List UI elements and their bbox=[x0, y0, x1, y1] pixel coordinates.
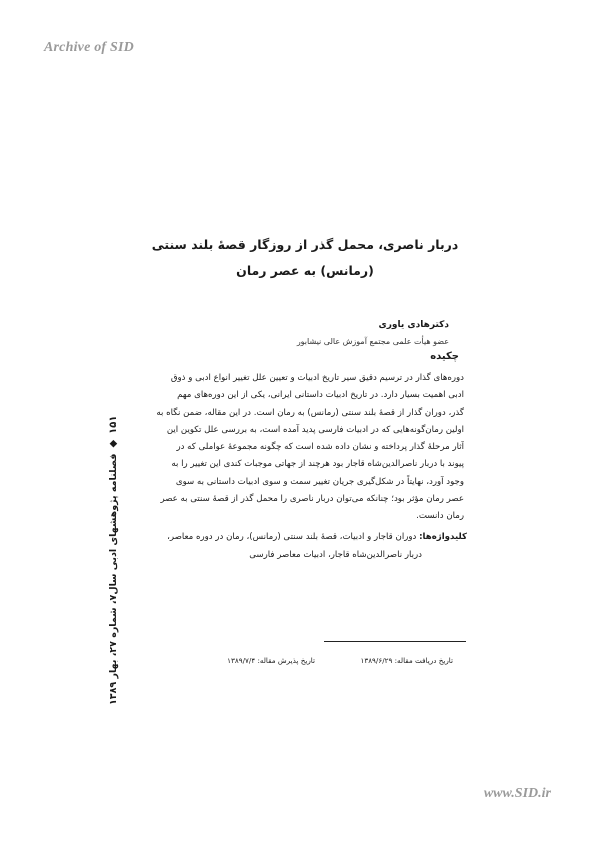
abstract-line: اولین رمان‌گونه‌هایی که در ادبیات فارسی پدید آمده است، به بررسی علل تکوین این bbox=[166, 424, 464, 435]
side-running-head bbox=[108, 416, 119, 705]
keywords-line-1 bbox=[134, 528, 467, 546]
keywords-text-1: دوران قاجار و ادبیات، قصهٔ بلند سنتی (رمانس)، رمان در دوره معاصر، bbox=[167, 532, 417, 542]
keywords-line-2: دربار ناصرالدین‌شاه قاجار، ادبیات معاصر فارسی bbox=[249, 550, 422, 560]
abstract-line: ادبی اهمیت بسیار دارد. در تاریخ ادبیات داستانی ایرانی، یکی از این دوره‌های مهم bbox=[177, 390, 464, 401]
abstract-body bbox=[134, 370, 464, 526]
abstract-line: پیوند با دربار ناصرالدین‌شاه قاجار بود هرچند از جهاتی موجبات کندی این تغییر را به bbox=[171, 459, 464, 470]
date-received: تاریخ دریافت مقاله: ۱۳۸۹/۶/۲۹ bbox=[360, 656, 453, 665]
author-affiliation: عضو هیأت علمی مجتمع آموزش عالی نیشابور bbox=[296, 337, 449, 346]
title-line-2: (رمانس) به عصر رمان bbox=[236, 263, 374, 278]
keywords-block bbox=[134, 528, 467, 564]
abstract-line: دوره‌های گذار در ترسیم دقیق سیر تاریخ ادبیات و تعیین علل تغییر انواع ادبی و ذوق bbox=[170, 373, 464, 383]
diamond-icon: ◆ bbox=[108, 439, 119, 448]
abstract-line: وجود آورد، نهایتاً در شکل‌گیری جریان تغییر سمت و سوی ادبیات داستانی به سوی bbox=[175, 476, 464, 487]
abstract-line: آثار مرحلهٔ گذار پرداخته و نشان داده شده است که چگونه مجموعهٔ عواملی که در bbox=[176, 442, 464, 453]
author-name: دکترهادی یاوری bbox=[378, 320, 449, 330]
archive-watermark: Archive of SID bbox=[44, 40, 134, 55]
abstract-line: عصر رمان مؤثر بود؛ چنانکه می‌توان دربار ناصری را محمل گذر از قصهٔ سنتی به عصر bbox=[160, 494, 464, 505]
page-number: ۱۵۱ bbox=[108, 415, 119, 434]
journal-citation: فصلنامه پژوهشهای ادبی سال۷، شماره ۲۷، بهار ۱۳۸۹ bbox=[108, 453, 119, 705]
footer-url: www.SID.ir bbox=[483, 786, 551, 801]
abstract-heading: چکیده bbox=[430, 351, 459, 362]
abstract-line: رمان دانست. bbox=[416, 511, 464, 522]
date-accepted: تاریخ پذیرش مقاله: ۱۳۸۹/۷/۴ bbox=[227, 656, 315, 665]
abstract-line: گذر، دوران گذار از قصهٔ بلند سنتی (رمانس) به رمان است. در این مقاله، ضمن نگاه به bbox=[156, 407, 464, 418]
title-line-1: دربار ناصری، محمل گذر از روزگار قصهٔ بلند سنتی bbox=[151, 237, 459, 252]
article-title bbox=[140, 232, 470, 284]
footnote-divider bbox=[324, 641, 466, 642]
keywords-label: کلیدواژه‌ها: bbox=[419, 532, 467, 542]
